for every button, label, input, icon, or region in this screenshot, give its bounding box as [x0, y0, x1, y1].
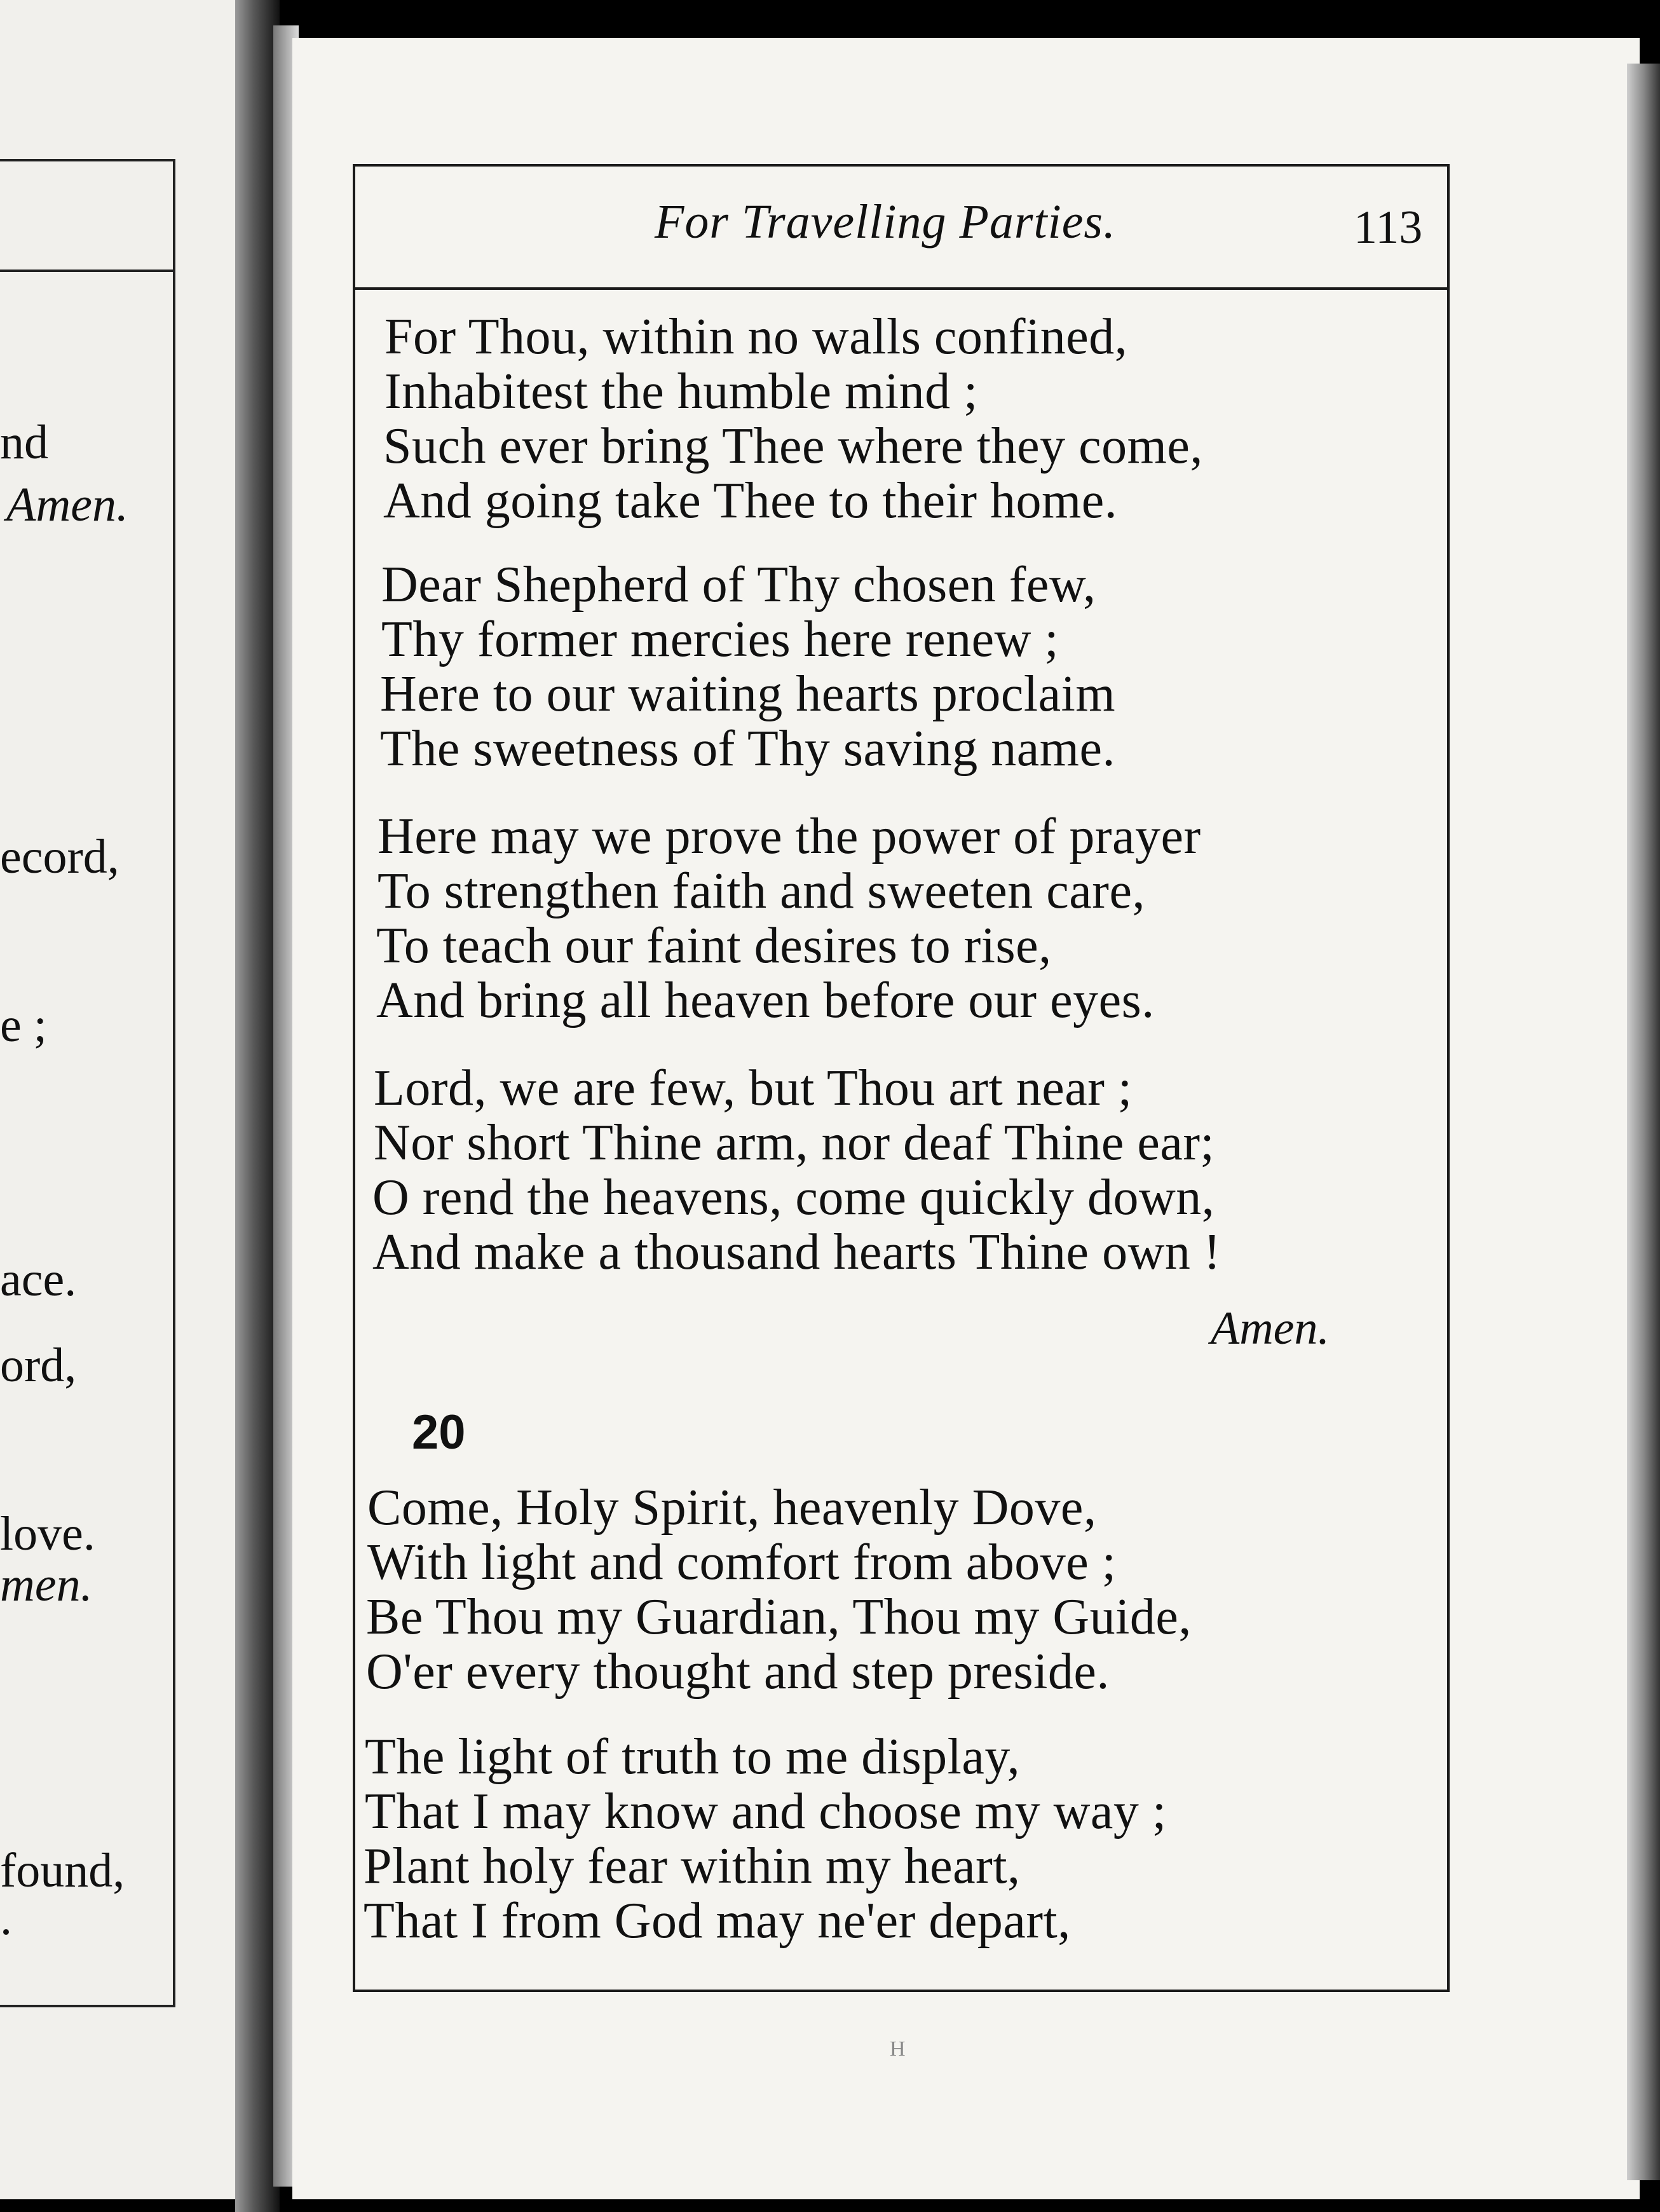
left-fragment: Amen. [6, 478, 129, 531]
verse-line: Lord, we are few, but Thou art near ; [374, 1060, 1133, 1116]
verse-line: Be Thou my Guardian, Thou my Guide, [366, 1589, 1192, 1645]
verse-line: The sweetness of Thy saving name. [380, 721, 1115, 777]
verse-line: Thy former mercies here renew ; [381, 611, 1059, 667]
verse-line: Come, Holy Spirit, heavenly Dove, [367, 1480, 1097, 1536]
left-fragment: nd [0, 416, 48, 469]
verse-line: With light and comfort from above ; [367, 1534, 1117, 1590]
verse-line: Dear Shepherd of Thy chosen few, [381, 557, 1096, 613]
left-fragment: love. [0, 1507, 95, 1560]
page-edge [1627, 64, 1660, 2180]
left-fragment: ord, [0, 1339, 77, 1392]
verse-line: O rend the heavens, come quickly down, [372, 1170, 1215, 1225]
footer-mark: H [890, 2037, 906, 2061]
left-page [0, 0, 248, 2199]
left-page-header-rule [0, 270, 173, 272]
left-fragment: ace. [0, 1253, 77, 1306]
verse-line: And going take Thee to their home. [383, 473, 1118, 529]
left-fragment: . [0, 1892, 12, 1945]
verse-line: For Thou, within no walls confined, [384, 309, 1128, 365]
verse-line: Plant holy fear within my heart, [364, 1838, 1021, 1894]
verse-line: Nor short Thine arm, nor deaf Thine ear; [374, 1115, 1215, 1171]
verse-line: Such ever bring Thee where they come, [383, 418, 1203, 474]
verse-line: To strengthen faith and sweeten care, [378, 863, 1145, 919]
hymn-number: 20 [412, 1405, 466, 1459]
amen: Amen. [1211, 1302, 1330, 1355]
verse-line: And make a thousand hearts Thine own ! [372, 1224, 1221, 1280]
verse-line: That I from God may ne'er depart, [364, 1893, 1071, 1949]
verse-line: The light of truth to me display, [365, 1729, 1021, 1785]
verse-line: O'er every thought and step preside. [366, 1644, 1110, 1700]
page-number: 113 [1354, 201, 1423, 254]
verse-line: To teach our faint desires to rise, [376, 918, 1052, 974]
verse-line: That I may know and choose my way ; [365, 1784, 1167, 1840]
header-rule [353, 287, 1450, 290]
left-fragment: e ; [0, 999, 47, 1052]
verse-line: Here to our waiting hearts proclaim [380, 666, 1116, 722]
verse-line: Here may we prove the power of prayer [378, 809, 1201, 864]
verse-line: Inhabitest the humble mind ; [384, 364, 978, 420]
left-fragment: found, [0, 1844, 125, 1897]
running-head: For Travelling Parties. [655, 195, 1116, 249]
verse-line: And bring all heaven before our eyes. [376, 973, 1155, 1028]
left-fragment: men. [0, 1558, 93, 1611]
left-fragment: ecord, [0, 830, 119, 884]
